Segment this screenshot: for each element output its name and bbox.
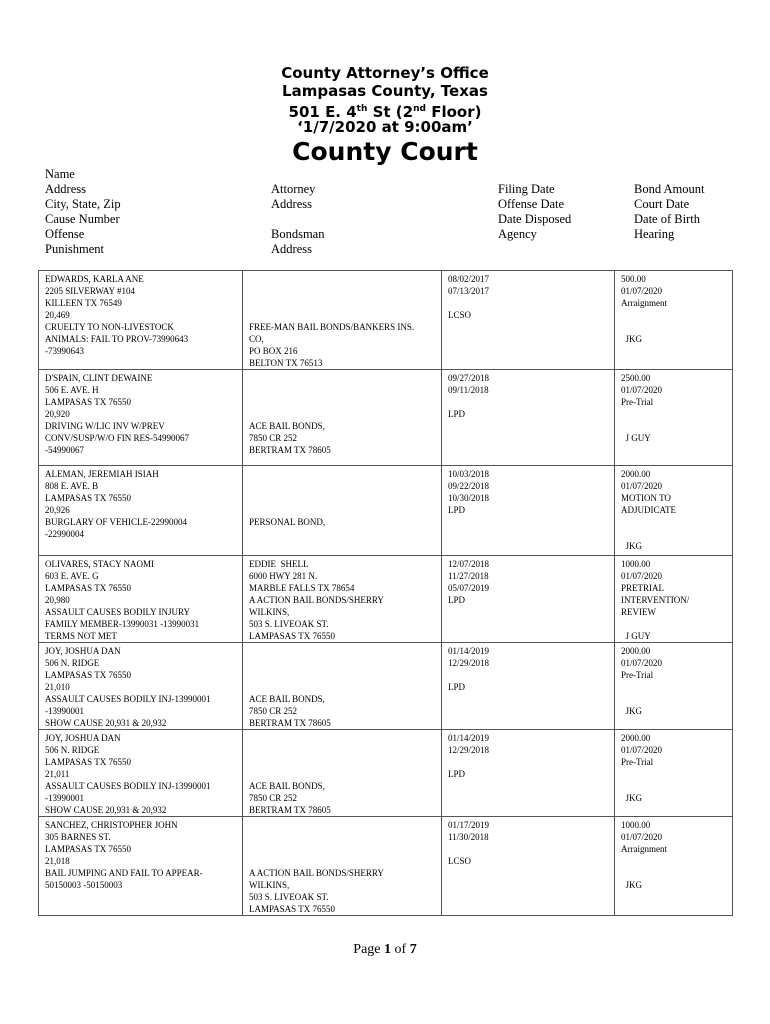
dates-agency-cell: 01/17/2019 11/30/2018 LCSO bbox=[442, 817, 615, 916]
page-of-label: of bbox=[394, 942, 407, 957]
legend-col2-attorney: Attorney Address bbox=[271, 182, 316, 211]
dates-agency-cell: 01/14/2019 12/29/2018 LPD bbox=[442, 730, 615, 817]
defendant-cell: D'SPAIN, CLINT DEWAINE 506 E. AVE. H LAMPASAS TX 76550 20,920 DRIVING W/LIC INV W/PREV CONV/SUSP/W/O FIN RES-54990067 -54990067 bbox=[39, 370, 243, 466]
bond-hearing-cell: 2500.00 01/07/2020 Pre-Trial J GUY bbox=[615, 370, 733, 466]
attorney-bondsman-cell: EDDIE SHELL 6000 HWY 281 N. MARBLE FALLS TX 78654 A ACTION BAIL BONDS/SHERRY WILKINS, 503 S. LIVEOAK ST. LAMPASAS TX 76550 bbox=[243, 556, 442, 643]
page-label: Page bbox=[353, 942, 381, 957]
docket-table bbox=[38, 270, 733, 916]
bond-hearing-cell: 1000.00 01/07/2020 Arraignment JKG bbox=[615, 817, 733, 916]
bond-hearing-cell: 2000.00 01/07/2020 MOTION TO ADJUDICATE JKG bbox=[615, 466, 733, 556]
legend-col4: Bond Amount Court Date Date of Birth Hearing bbox=[634, 182, 705, 241]
defendant-cell: JOY, JOSHUA DAN 506 N. RIDGE LAMPASAS TX 76550 21,010 ASSAULT CAUSES BODILY INJ-13990001 -13990001 SHOW CAUSE 20,931 & 20,932 bbox=[39, 643, 243, 730]
attorney-bondsman-cell: FREE-MAN BAIL BONDS/BANKERS INS. CO, PO BOX 216 BELTON TX 76513 bbox=[243, 271, 442, 370]
table-row bbox=[39, 271, 733, 370]
page-total: 7 bbox=[409, 942, 417, 957]
legend-col2-bondsman: Bondsman Address bbox=[271, 227, 325, 256]
table-row bbox=[39, 817, 733, 916]
table-row bbox=[39, 730, 733, 817]
attorney-bondsman-cell: A ACTION BAIL BONDS/SHERRY WILKINS, 503 S. LIVEOAK ST. LAMPASAS TX 76550 bbox=[243, 817, 442, 916]
page-title: County Court bbox=[292, 137, 478, 166]
attorney-bondsman-cell: PERSONAL BOND, bbox=[243, 466, 442, 556]
bond-hearing-cell: 1000.00 01/07/2020 PRETRIAL INTERVENTION/ REVIEW J GUY bbox=[615, 556, 733, 643]
page-footer bbox=[0, 942, 770, 958]
dates-agency-cell: 01/14/2019 12/29/2018 LPD bbox=[442, 643, 615, 730]
dates-agency-cell: 12/07/2018 11/27/2018 05/07/2019 LPD bbox=[442, 556, 615, 643]
attorney-bondsman-cell: ACE BAIL BONDS, 7850 CR 252 BERTRAM TX 78605 bbox=[243, 643, 442, 730]
table-row bbox=[39, 643, 733, 730]
county-name: Lampasas County, Texas bbox=[282, 82, 488, 100]
defendant-cell: EDWARDS, KARLA ANE 2205 SILVERWAY #104 KILLEEN TX 76549 20,469 CRUELTY TO NON-LIVESTOCK ANIMALS: FAIL TO PROV-73990643 -73990643 bbox=[39, 271, 243, 370]
table-row bbox=[39, 466, 733, 556]
defendant-cell: OLIVARES, STACY NAOMI 603 E. AVE. G LAMPASAS TX 76550 20,980 ASSAULT CAUSES BODILY INJURY FAMILY MEMBER-13990031 -13990031 TERMS NOT MET bbox=[39, 556, 243, 643]
dates-agency-cell: 09/27/2018 09/11/2018 LPD bbox=[442, 370, 615, 466]
page-number: 1 bbox=[384, 942, 392, 957]
office-name: County Attorney’s Office bbox=[281, 64, 489, 82]
defendant-cell: ALEMAN, JEREMIAH ISIAH 808 E. AVE. B LAMPASAS TX 76550 20,926 BURGLARY OF VEHICLE-22990004 -22990004 bbox=[39, 466, 243, 556]
legend-col1: Name Address City, State, Zip Cause Number Offense Punishment bbox=[45, 167, 121, 256]
legend-col3: Filing Date Offense Date Date Disposed Agency bbox=[498, 182, 572, 241]
attorney-bondsman-cell: ACE BAIL BONDS, 7850 CR 252 BERTRAM TX 78605 bbox=[243, 370, 442, 466]
defendant-cell: SANCHEZ, CHRISTOPHER JOHN 305 BARNES ST. LAMPASAS TX 76550 21,018 BAIL JUMPING AND FAIL TO APPEAR- 50150003 -50150003 bbox=[39, 817, 243, 916]
bond-hearing-cell: 2000.00 01/07/2020 Pre-Trial JKG bbox=[615, 643, 733, 730]
docket-date: ‘1/7/2020 at 9:00am’ bbox=[297, 118, 473, 136]
office-address: 501 E. 4th St (2nd Floor) bbox=[288, 103, 482, 121]
bond-hearing-cell: 2000.00 01/07/2020 Pre-Trial JKG bbox=[615, 730, 733, 817]
table-row bbox=[39, 370, 733, 466]
table-row bbox=[39, 556, 733, 643]
defendant-cell: JOY, JOSHUA DAN 506 N. RIDGE LAMPASAS TX 76550 21,011 ASSAULT CAUSES BODILY INJ-13990001 -13990001 SHOW CAUSE 20,931 & 20,932 bbox=[39, 730, 243, 817]
attorney-bondsman-cell: ACE BAIL BONDS, 7850 CR 252 BERTRAM TX 78605 bbox=[243, 730, 442, 817]
dates-agency-cell: 08/02/2017 07/13/2017 LCSO bbox=[442, 271, 615, 370]
bond-hearing-cell: 500.00 01/07/2020 Arraignment JKG bbox=[615, 271, 733, 370]
dates-agency-cell: 10/03/2018 09/22/2018 10/30/2018 LPD bbox=[442, 466, 615, 556]
